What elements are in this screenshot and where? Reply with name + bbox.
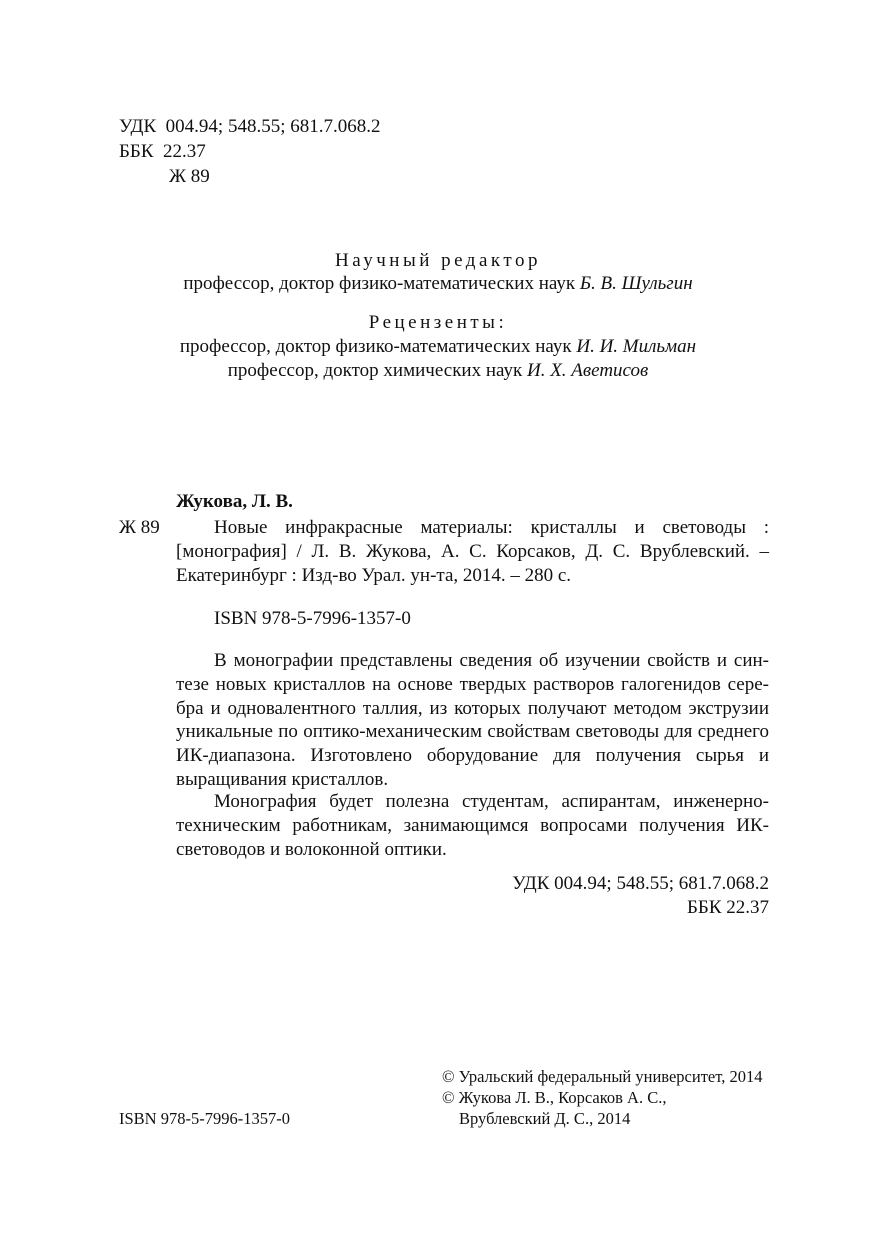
record-mark: Ж 89 bbox=[119, 517, 160, 538]
bbk-label: ББК bbox=[119, 141, 154, 162]
reviewers-heading: Рецензенты: bbox=[368, 312, 508, 333]
record-line-2: [монография] / Л. В. Жукова, А. С. Корсаков, Д. С. Врублевский. – bbox=[176, 541, 769, 562]
reviewer-prefix: профессор, доктор химических наук bbox=[227, 360, 523, 381]
reviewer-name: И. И. Мильман bbox=[576, 336, 697, 357]
annotation-paragraph-2: Монография будет полезна студентам, аспирантам, инженерно-техническим работникам, занимающимся вопросами получения ИК-световодов и волоконной оптики. bbox=[176, 791, 769, 860]
record-isbn: ISBN 978-5-7996-1357-0 bbox=[214, 608, 411, 629]
udk-value: 004.94; 548.55; 681.7.068.2 bbox=[165, 116, 381, 137]
editor-prefix: профессор, доктор физико-математических наук bbox=[183, 273, 576, 294]
reviewer-line-2 bbox=[0, 359, 876, 383]
copyright-line-1: © Уральский федеральный университет, 2014 bbox=[442, 1067, 763, 1086]
editor-line bbox=[0, 272, 876, 296]
author-mark: Ж 89 bbox=[169, 166, 210, 187]
udk-right: УДК 004.94; 548.55; 681.7.068.2 bbox=[512, 873, 769, 894]
udk-label: УДК bbox=[119, 116, 157, 137]
record-line-1: Новые инфракрасные материалы: кристаллы и световоды : bbox=[214, 517, 769, 538]
bbk-value: 22.37 bbox=[163, 141, 206, 162]
bbk-line bbox=[119, 140, 206, 164]
udk-line bbox=[119, 115, 380, 139]
footer-isbn: ISBN 978-5-7996-1357-0 bbox=[119, 1109, 290, 1128]
reviewer-name: И. Х. Аветисов bbox=[526, 360, 649, 381]
copyright-line-2: © Жукова Л. В., Корсаков А. С., bbox=[442, 1088, 667, 1107]
annotation-paragraph-1: В монографии представлены сведения об изучении свойств и синтезе новых кристаллов на основе твердых растворов галогенидов серебра и одновалентного таллия, из которых получают методом экструзии уникальные по оптико-механическим свойствам световоды для среднего ИК-диапазона. Изготовлено оборудование для получения сырья и выращивания кристаллов. bbox=[176, 650, 769, 790]
reviewer-line-1 bbox=[0, 335, 876, 359]
editor-name: Б. В. Шульгин bbox=[579, 273, 693, 294]
reviewer-prefix: профессор, доктор физико-математических наук bbox=[179, 336, 572, 357]
editor-heading: Научный редактор bbox=[335, 250, 541, 271]
copyright-line-3: Врублевский Д. С., 2014 bbox=[459, 1109, 631, 1128]
bbk-right: ББК 22.37 bbox=[687, 897, 769, 918]
record-author: Жукова, Л. В. bbox=[176, 491, 293, 512]
record-line-3: Екатеринбург : Изд-во Урал. ун-та, 2014. – 280 с. bbox=[176, 565, 572, 586]
